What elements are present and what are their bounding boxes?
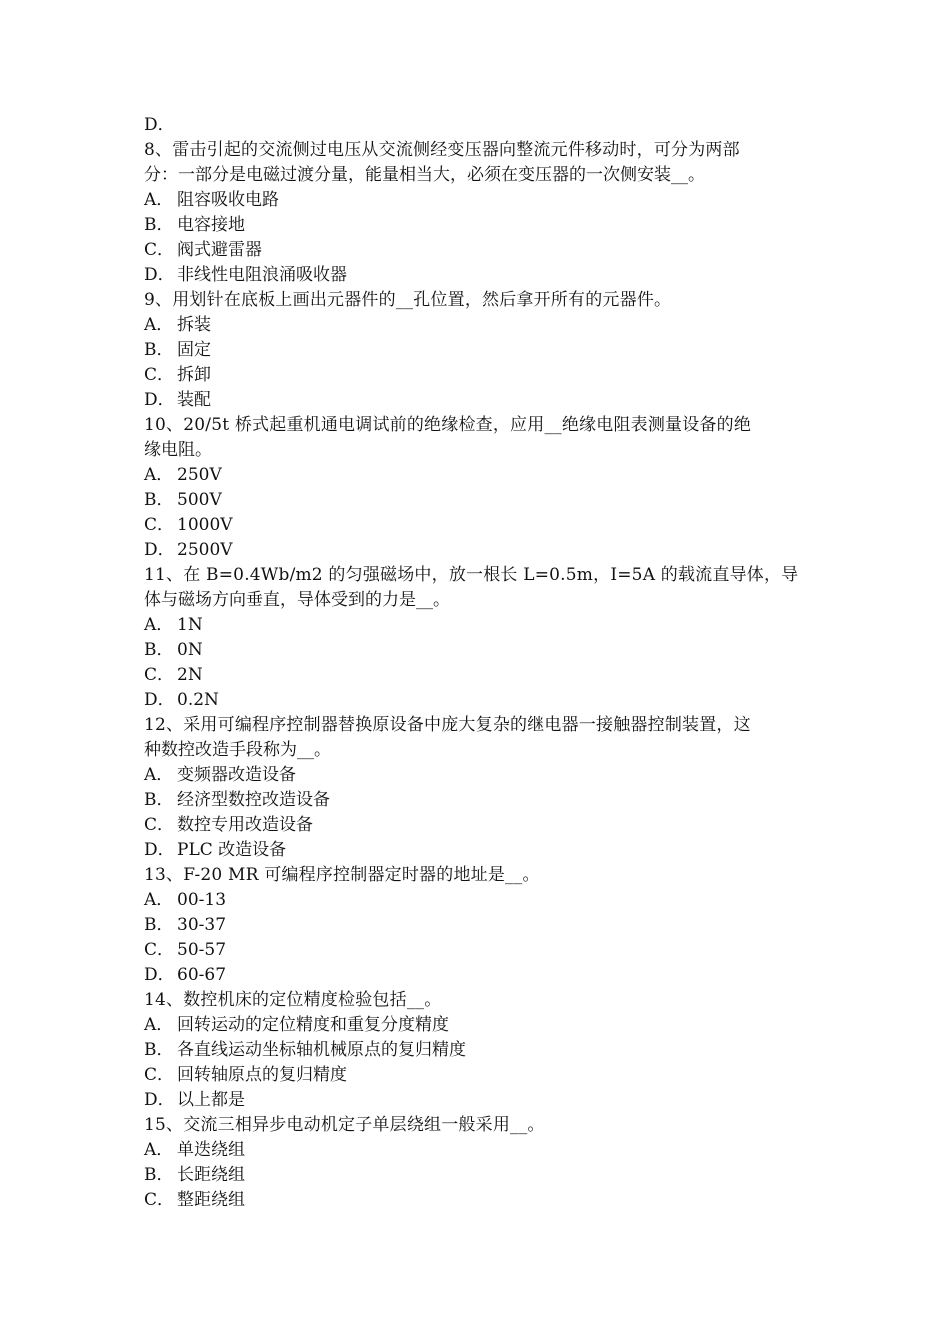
option-line xyxy=(144,263,810,288)
question-block xyxy=(144,288,810,413)
option-label: C． xyxy=(144,1065,175,1085)
option-line xyxy=(144,1088,810,1113)
question-stem-continued: 种数控改造手段称为__。 xyxy=(144,740,331,760)
question-block xyxy=(144,988,810,1113)
option-line xyxy=(144,613,810,638)
option-label: B． xyxy=(144,790,174,810)
option-label: D． xyxy=(144,265,175,285)
option-line-leading xyxy=(144,113,810,138)
option-text: 经济型数控改造设备 xyxy=(177,790,330,810)
question-stem: 14、数控机床的定位精度检验包括__。 xyxy=(144,990,442,1010)
option-text: 回转轴原点的复归精度 xyxy=(177,1065,347,1085)
option-label: D． xyxy=(144,1090,175,1110)
option-text: 回转运动的定位精度和重复分度精度 xyxy=(177,1015,449,1035)
option-line xyxy=(144,1163,810,1188)
option-line xyxy=(144,213,810,238)
option-label: D． xyxy=(144,690,175,710)
option-label: C． xyxy=(144,365,175,385)
question-stem: 15、交流三相异步电动机定子单层绕组一般采用__。 xyxy=(144,1115,545,1135)
option-text: 0N xyxy=(177,640,203,660)
option-text: 固定 xyxy=(177,340,211,360)
option-text: 拆卸 xyxy=(177,365,211,385)
option-text: 电容接地 xyxy=(177,215,245,235)
option-line xyxy=(144,538,810,563)
option-line xyxy=(144,788,810,813)
option-text: 60-67 xyxy=(177,965,227,985)
option-line xyxy=(144,513,810,538)
option-line xyxy=(144,1013,810,1038)
option-text: 0.2N xyxy=(177,690,219,710)
option-line xyxy=(144,888,810,913)
question-stem: 8、雷击引起的交流侧过电压从交流侧经变压器向整流元件移动时，可分为两部 xyxy=(144,140,740,160)
option-line xyxy=(144,188,810,213)
option-text: 1N xyxy=(177,615,203,635)
option-line xyxy=(144,238,810,263)
option-line xyxy=(144,913,810,938)
option-text: 2500V xyxy=(177,540,233,560)
option-label: D． xyxy=(144,390,175,410)
option-text: PLC 改造设备 xyxy=(177,840,287,860)
option-line xyxy=(144,313,810,338)
option-line xyxy=(144,463,810,488)
option-text: 各直线运动坐标轴机械原点的复归精度 xyxy=(177,1040,466,1060)
option-line xyxy=(144,1138,810,1163)
option-line xyxy=(144,1063,810,1088)
option-label: A． xyxy=(144,890,174,910)
option-text: 1000V xyxy=(177,515,233,535)
option-text: 以上都是 xyxy=(177,1090,245,1110)
option-label: B． xyxy=(144,215,174,235)
option-text: 非线性电阻浪涌吸收器 xyxy=(177,265,347,285)
option-line xyxy=(144,1038,810,1063)
option-line xyxy=(144,338,810,363)
option-line xyxy=(144,688,810,713)
option-label: A． xyxy=(144,190,174,210)
option-label: C． xyxy=(144,515,175,535)
option-line xyxy=(144,963,810,988)
question-block xyxy=(144,138,810,288)
question-stem: 10、20/5t 桥式起重机通电调试前的绝缘检查，应用__绝缘电阻表测量设备的绝 xyxy=(144,415,752,435)
question-block xyxy=(144,713,810,863)
option-label: B． xyxy=(144,1040,174,1060)
question-block xyxy=(144,413,810,563)
question-stem-continued: 体与磁场方向垂直，导体受到的力是__。 xyxy=(144,590,450,610)
option-line xyxy=(144,813,810,838)
option-text: 拆装 xyxy=(177,315,211,335)
option-text: 30-37 xyxy=(177,915,227,935)
option-label: B． xyxy=(144,490,174,510)
option-text: 阻容吸收电路 xyxy=(177,190,279,210)
option-line xyxy=(144,763,810,788)
option-label: A． xyxy=(144,465,174,485)
option-text: 单迭绕组 xyxy=(177,1140,245,1160)
option-text: 250V xyxy=(177,465,222,485)
option-label: A． xyxy=(144,1015,174,1035)
option-label: C． xyxy=(144,1190,175,1210)
option-label: C． xyxy=(144,665,175,685)
option-text: 装配 xyxy=(177,390,211,410)
option-line xyxy=(144,363,810,388)
option-line xyxy=(144,488,810,513)
option-text: 数控专用改造设备 xyxy=(177,815,313,835)
option-label: B． xyxy=(144,1165,174,1185)
option-label: A． xyxy=(144,765,174,785)
option-label: D． xyxy=(144,115,175,135)
option-label: A． xyxy=(144,315,174,335)
option-label: B． xyxy=(144,915,174,935)
question-stem-continued: 缘电阻。 xyxy=(144,440,212,460)
option-line xyxy=(144,388,810,413)
question-stem: 12、采用可编程序控制器替换原设备中庞大复杂的继电器一接触器控制装置，这 xyxy=(144,715,751,735)
option-label: D． xyxy=(144,540,175,560)
option-text: 50-57 xyxy=(177,940,227,960)
option-label: A． xyxy=(144,615,174,635)
option-text: 长距绕组 xyxy=(177,1165,245,1185)
question-list xyxy=(144,138,810,1213)
option-label: C． xyxy=(144,240,175,260)
question-stem-continued: 分：一部分是电磁过渡分量，能量相当大，必须在变压器的一次侧安装__。 xyxy=(144,165,705,185)
option-line xyxy=(144,838,810,863)
option-label: A． xyxy=(144,1140,174,1160)
document-page xyxy=(144,113,810,1213)
option-line xyxy=(144,1188,810,1213)
option-line xyxy=(144,938,810,963)
question-stem: 9、用划针在底板上画出元器件的__孔位置，然后拿开所有的元器件。 xyxy=(144,290,672,310)
option-line xyxy=(144,663,810,688)
question-stem: 11、在 B=0.4Wb/m2 的匀强磁场中，放一根长 L=0.5m，I=5A 的载流直导体，导 xyxy=(144,565,799,585)
option-text: 变频器改造设备 xyxy=(177,765,296,785)
option-text: 阀式避雷器 xyxy=(177,240,262,260)
option-line xyxy=(144,638,810,663)
option-label: C． xyxy=(144,940,175,960)
question-block xyxy=(144,1113,810,1213)
option-text: 500V xyxy=(177,490,222,510)
question-stem: 13、F-20 MR 可编程序控制器定时器的地址是__。 xyxy=(144,865,540,885)
option-text: 整距绕组 xyxy=(177,1190,245,1210)
option-label: C． xyxy=(144,815,175,835)
option-text: 00-13 xyxy=(177,890,227,910)
option-label: D． xyxy=(144,965,175,985)
option-label: B． xyxy=(144,640,174,660)
option-label: D． xyxy=(144,840,175,860)
question-block xyxy=(144,863,810,988)
option-label: B． xyxy=(144,340,174,360)
option-text: 2N xyxy=(177,665,203,685)
question-block xyxy=(144,563,810,713)
